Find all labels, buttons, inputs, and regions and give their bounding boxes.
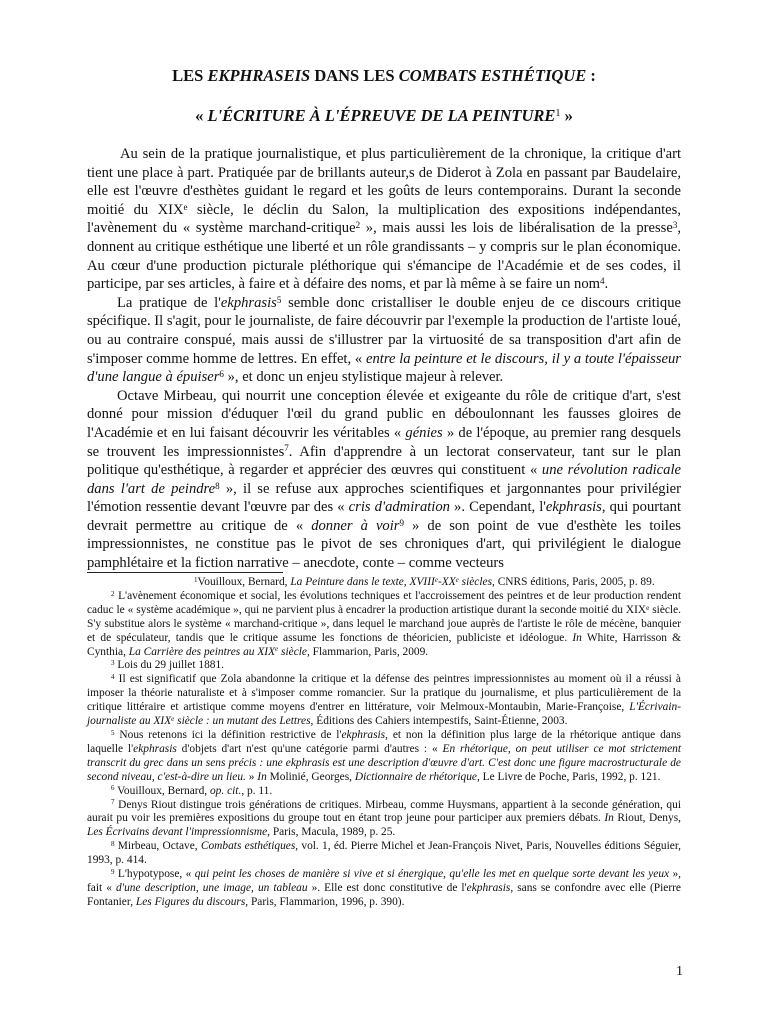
title-italic: COMBATS ESTHÉTIQUE bbox=[398, 66, 587, 85]
superscript: e bbox=[275, 645, 279, 654]
footnote-number: 5 bbox=[111, 728, 115, 737]
italic-text: La Peinture dans le texte, XVIII bbox=[290, 576, 435, 588]
text: semble donc cristalliser le double enjeu de ce discours critique spécifique. Il s'agit, pour le journaliste, de faire découvrir par l'exemple la production de l'artiste loué, ou au contraire conspué, mais aussi de s'illustrer par la virtuosité de sa transposition d'art afin de s'imposer comme homme de lettres. En effet, « bbox=[87, 294, 681, 367]
footnote-ref-3: 3 bbox=[672, 220, 678, 231]
footnote-ref-6: 6 bbox=[219, 369, 224, 380]
superscript: e bbox=[646, 603, 650, 612]
text: Vouilloux, Bernard, bbox=[114, 784, 210, 797]
footnote-ref-7: 7 bbox=[284, 443, 289, 454]
superscript: e bbox=[434, 575, 438, 584]
italic-text: op. cit. bbox=[209, 784, 242, 797]
footnote-ref-9: 9 bbox=[399, 517, 404, 528]
text: ». Elle est donc constitutive de l' bbox=[307, 881, 467, 894]
title-italic: EKPHRASEIS bbox=[207, 66, 311, 85]
italic-text: ekphrasis bbox=[220, 294, 277, 311]
italic-text: Combats esthétiques bbox=[200, 840, 296, 853]
title-text: DANS LES bbox=[310, 66, 399, 85]
text: siècle, le déclin du Salon, la multiplication des expositions indépendantes, l'avènement du « système marchand-critique bbox=[87, 201, 681, 237]
italic-quote: une révolution radicale dans l'art de peindre bbox=[87, 462, 681, 497]
text: L'avènement économique et social, les évolutions techniques et l'accroissement des peintres et de leur production rendent caduc le « système académique », qui ne parvient plus à encadrer la production artistique durant la seconde moitié du XIX bbox=[87, 589, 681, 616]
text: Lois du 29 juillet 1881. bbox=[114, 659, 225, 672]
footnotes bbox=[87, 576, 681, 910]
subtitle-italic: L'ÉCRITURE À L'ÉPREUVE DE LA PEINTURE bbox=[207, 106, 556, 125]
text: , et non la définition plus large de la rhétorique antique dans laquelle l' bbox=[87, 728, 681, 755]
italic-text: siècles bbox=[458, 576, 493, 588]
title-text: LES bbox=[172, 66, 208, 85]
italic-text: Les Écrivains devant l'impressionnisme bbox=[87, 826, 268, 839]
italic-text: Les Figures du discours bbox=[135, 895, 246, 908]
text: » bbox=[245, 770, 258, 783]
subtitle-text: « bbox=[195, 106, 208, 125]
article-title bbox=[0, 66, 768, 86]
italic-quote: En rhétorique, on peut utiliser ce mot strictement transcrit du grec dans un sens précis : une ekphrasis est une description d'œuvre d'art. C'est donc une figure macrostructurale de second niveau, c'est-à-dire un lieu. bbox=[87, 742, 681, 783]
italic-text: La Carrière des peintres au XIX bbox=[128, 645, 276, 658]
superscript: e bbox=[171, 714, 175, 723]
text: , vol. 1, éd. Pierre Michel et Jean-François Nivet, Paris, Nouvelles éditions Séguier, 1993, p. 414. bbox=[87, 840, 681, 867]
text: » de l'époque, au premier rang desquels se trouvent les impressionnistes bbox=[87, 424, 681, 460]
italic-text: ekphrasis bbox=[133, 742, 177, 755]
footnote-number: 7 bbox=[111, 798, 115, 807]
paragraph-2 bbox=[87, 294, 681, 387]
footnote-ref-1: 1 bbox=[555, 108, 561, 120]
text: », il se refuse aux approches scientifiques et jargonnantes pour privilégier l'émotion ressentie devant l'œuvre par des « bbox=[87, 480, 681, 516]
text: Nous retenons ici la définition restrictive de l' bbox=[114, 728, 342, 741]
footnote-ref-4: 4 bbox=[599, 276, 605, 287]
italic-text: génies bbox=[405, 424, 443, 441]
text: La pratique de l' bbox=[117, 294, 221, 311]
italic-text: ekphrasis bbox=[545, 499, 602, 516]
text: Molinié, Georges, bbox=[266, 770, 355, 783]
text: Au sein de la pratique journalistique, et plus particulièrement de la chronique, la critique d'art tient une place à part. Pratiquée par de brillants auteur,s de Diderot à Zola en passant par Baudelaire, elle est l'œuvre d'esthètes guidant le regard et les goûts de leurs contemporains. Durant la seconde moitié du XIX bbox=[87, 146, 681, 218]
italic-quote: cris d'admiration bbox=[348, 499, 450, 516]
footnote-8 bbox=[87, 840, 681, 868]
title-text: : bbox=[586, 66, 596, 85]
text: Il est significatif que Zola abandonne la critique et la défense des peintres impressionnistes au moment où il a réussi à imposer la théorie naturaliste et à s'imposer comme romancier. Sur la pratique du journalisme, et plus particulièrement de la critique littéraire et artistique comme moyens d'entrer en littérature, voir Melmoux-Montaubin, Marie-Françoise, bbox=[87, 673, 681, 714]
footnote-number: 1 bbox=[194, 575, 198, 584]
text: , donnent au critique esthétique une liberté et un rôle grandissants – y compris sur le plan économique. Au cœur d'une production picturale pléthorique qui s'émancipe de l'Académie et de ses codes, il participe, par ses articles, à faire et à défaire des noms, et par là même à se faire un nom bbox=[87, 220, 682, 293]
footnote-ref-8: 8 bbox=[215, 480, 220, 491]
footnote-number: 4 bbox=[111, 673, 115, 682]
text: », mais aussi les lois de libéralisation de la presse bbox=[360, 220, 673, 237]
text: , CNRS éditions, Paris, 2005, p. 89. bbox=[492, 576, 655, 588]
footnote-7 bbox=[87, 799, 681, 841]
subtitle-text: » bbox=[560, 106, 573, 125]
text: ». Cependant, l' bbox=[449, 499, 546, 516]
italic-text: In bbox=[572, 631, 582, 644]
text: Riout, Denys, bbox=[613, 812, 681, 825]
text: , sans se confondre avec elle (Pierre Fontanier, bbox=[87, 881, 681, 908]
text: Octave Mirbeau, qui nourrit une conception élevée et exigeante du rôle de critique d'art, s'est donné pour mission d'éduquer l'œil du grand public en déboulonnant les fausses gloires de l'Académie et en lui faisant découvrir les véritables « bbox=[87, 387, 681, 441]
text: , p. 11. bbox=[241, 784, 273, 797]
text: », fait « bbox=[87, 868, 681, 894]
body-text bbox=[87, 145, 681, 573]
footnote-number: 3 bbox=[111, 659, 115, 668]
footnote-number: 9 bbox=[111, 867, 115, 876]
italic-text: siècle : un mutant des Lettres bbox=[174, 715, 311, 728]
footnote-ref-5: 5 bbox=[276, 294, 282, 305]
text: Denys Riout distingue trois générations de critiques. Mirbeau, comme Huysmans, appartient à la seconde génération, qui aurait pu voir les premières expositions du groupe tout en étant trop jeune pour participer aux premiers débats. bbox=[87, 798, 681, 825]
text: », et donc un enjeu stylistique majeur à relever. bbox=[223, 369, 504, 386]
italic-quote: d'une description, une image, un tableau bbox=[115, 881, 308, 894]
text: , Paris, Flammarion, 1996, p. 390). bbox=[245, 895, 405, 908]
text: siècle. S'y substitue alors le système « marchand-critique », dans lequel le marchand joue auprès de l'artiste le rôle de mécène, banquier et de spéculateur, tandis que le critique assume les fonctions de théoricien, publiciste et idéologue. bbox=[87, 603, 681, 644]
text: , qui pourtant devrait permettre au critique de « bbox=[87, 499, 681, 534]
italic-text: In bbox=[604, 812, 614, 825]
footnote-5 bbox=[87, 729, 681, 785]
text: , Paris, Macula, 1989, p. 25. bbox=[267, 826, 396, 839]
italic-text: ekphrasis bbox=[341, 728, 386, 741]
italic-quote: donner à voir bbox=[311, 517, 400, 534]
footnote-separator bbox=[87, 572, 283, 573]
paragraph-1 bbox=[87, 145, 681, 294]
footnote-6 bbox=[87, 785, 681, 799]
text: L'hypotypose, « bbox=[114, 868, 195, 881]
superscript: e bbox=[183, 201, 188, 212]
superscript: e bbox=[455, 575, 459, 584]
text: , Éditions des Cahiers intempestifs, Saint-Étienne, 2003. bbox=[310, 715, 568, 728]
footnote-3 bbox=[87, 659, 681, 673]
text: , Flammarion, Paris, 2009. bbox=[306, 645, 429, 658]
footnote-number: 8 bbox=[111, 840, 115, 849]
text: . bbox=[604, 276, 609, 293]
page-number: 1 bbox=[676, 964, 683, 979]
italic-text: -XX bbox=[437, 576, 456, 588]
italic-text: siècle bbox=[278, 645, 307, 658]
italic-text: ekphrasis bbox=[466, 881, 511, 894]
footnote-1 bbox=[87, 576, 681, 590]
paragraph-3 bbox=[87, 387, 681, 573]
text: , Le Livre de Poche, Paris, 1992, p. 121. bbox=[476, 770, 661, 783]
text: Mirbeau, Octave, bbox=[114, 840, 201, 853]
italic-text: In bbox=[257, 770, 267, 783]
footnote-2 bbox=[87, 590, 681, 660]
text: Vouilloux, Bernard, bbox=[197, 576, 291, 588]
text: White, Harrisson & Cynthia, bbox=[87, 631, 681, 658]
article-subtitle bbox=[0, 106, 768, 126]
text: » de son point de vue d'esthète les toiles impressionnistes, ne constitue pas le pivot de ses chroniques d'art, qui privilégient le dialogue pamphlétaire et la fiction narrative – anecdote, conte – comme vecteurs bbox=[87, 517, 681, 572]
italic-text: L'Écrivain-journaliste au XIX bbox=[87, 701, 681, 728]
footnote-4 bbox=[87, 673, 681, 729]
italic-quote: entre la peinture et le discours, il y a toute l'épaisseur d'une langue à épuiser bbox=[87, 350, 681, 386]
footnote-number: 6 bbox=[111, 784, 115, 793]
footnote-number: 2 bbox=[111, 589, 115, 598]
italic-quote: qui peint les choses de manière si vive et si énergique, qu'elle les met en quelque sorte devant les yeux bbox=[194, 868, 670, 881]
text: d'objets d'art n'est qu'une catégorie parmi d'autres : « bbox=[176, 742, 443, 755]
footnote-ref-2: 2 bbox=[355, 220, 361, 231]
italic-text: Dictionnaire de rhétorique bbox=[354, 770, 477, 783]
text: . Afin d'apprendre à un lectorat conservateur, tant sur le plan politique qu'esthétique, à regarder et apprécier des œuvres qui constituent « bbox=[87, 443, 681, 479]
footnote-9 bbox=[87, 868, 681, 910]
